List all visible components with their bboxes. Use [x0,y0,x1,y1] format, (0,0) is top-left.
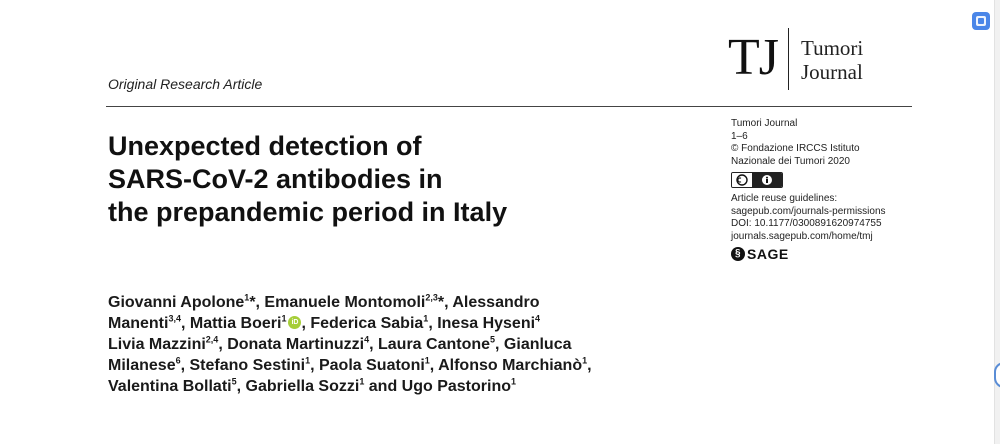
author-name: , Alfonso Marchianò [429,357,583,374]
affiliation-sup: 5 [490,334,496,345]
journal-logo-name [801,36,863,84]
title-line: Unexpected detection of [108,131,422,161]
meta-journal: Tumori Journal [731,118,798,129]
author-line [108,355,728,376]
meta-reuse-link[interactable]: sagepub.com/journals-permissions [731,205,886,217]
author-name: , Gabriella Sozzi [236,378,360,395]
sage-logo-icon: § [731,247,745,261]
title-line: SARS-CoV-2 antibodies in [108,164,443,194]
browser-extension-icon[interactable] [972,12,990,30]
cc-by-nc-icon[interactable] [731,172,783,188]
logo-divider [788,28,789,90]
affiliation-sup: 4 [535,313,541,324]
article-title [108,130,668,229]
journal-logo-mark: TJ [728,29,778,86]
affiliation-sup: 4 [364,334,370,345]
author-name: Livia Mazzini [108,336,206,353]
sage-logo [731,247,921,261]
author-name: Valentina Bollati [108,378,232,395]
title-line: the prepandemic period in Italy [108,197,508,227]
author-name: , Federica Sabia [301,315,424,332]
affiliation-sup: 1 [511,376,517,387]
author-line [108,292,728,313]
author-line [108,313,728,334]
affiliation-sup: 6 [175,355,181,366]
affiliation-sup: 3,4 [168,313,181,324]
author-name: and Ugo Pastorino [364,378,511,395]
affiliation-sup: 2,4 [205,334,219,345]
author-name: , Paola Suatoni [310,357,425,374]
meta-reuse-label: Article reuse guidelines: [731,193,838,204]
journal-logo [728,30,863,100]
affiliation-sup: 1 [424,355,430,366]
affiliation-sup: 1 [359,376,365,387]
author-name: Alessandro [448,294,540,311]
meta-doi[interactable]: DOI: 10.1177/0300891620974755 [731,218,882,229]
journal-logo-line2: Journal [801,60,863,84]
affiliation-sup: 1 [582,355,588,366]
meta-copyright-1: © Fondazione IRCCS Istituto [731,143,860,154]
affiliation-sup: 1 [423,313,429,324]
author-name: , Laura Cantone [369,336,491,353]
meta-copyright-2: Nazionale dei Tumori 2020 [731,155,850,167]
author-name: , Donata Martinuzzi [218,336,365,353]
journal-logo-line1: Tumori [801,36,864,60]
sage-logo-text: SAGE [747,245,789,262]
cc-attribution-icon [752,172,782,188]
author-name: Manenti [108,315,169,332]
author-list [108,292,728,397]
affiliation-sup: 5 [231,376,237,387]
author-line [108,334,728,355]
meta-pages: 1–6 [731,130,748,142]
header-rule [106,106,912,107]
author-mark: *, [249,294,260,311]
author-name: , Mattia Boeri [180,315,282,332]
affiliation-sup: 1 [305,355,311,366]
author-mark: *, [437,294,449,311]
affiliation-sup: 1 [244,292,250,303]
cc-logo-icon [732,172,752,188]
orcid-icon[interactable]: iD [288,316,301,329]
author-mark: , [587,357,592,374]
article-type-label: Original Research Article [108,76,263,92]
meta-journal-url[interactable]: journals.sagepub.com/home/tmj [731,230,873,242]
author-name: , Inesa Hyseni [428,315,536,332]
affiliation-sup: 2,3 [425,292,438,303]
author-name: Emanuele Montomoli [259,294,426,311]
author-name: Giovanni Apolone [108,294,245,311]
author-name: , Stefano Sestini [180,357,306,374]
author-name: , Gianluca [495,336,572,353]
journal-meta [731,118,921,261]
affiliation-sup: 1 [281,313,287,324]
author-line [108,376,728,397]
author-name: Milanese [108,357,176,374]
